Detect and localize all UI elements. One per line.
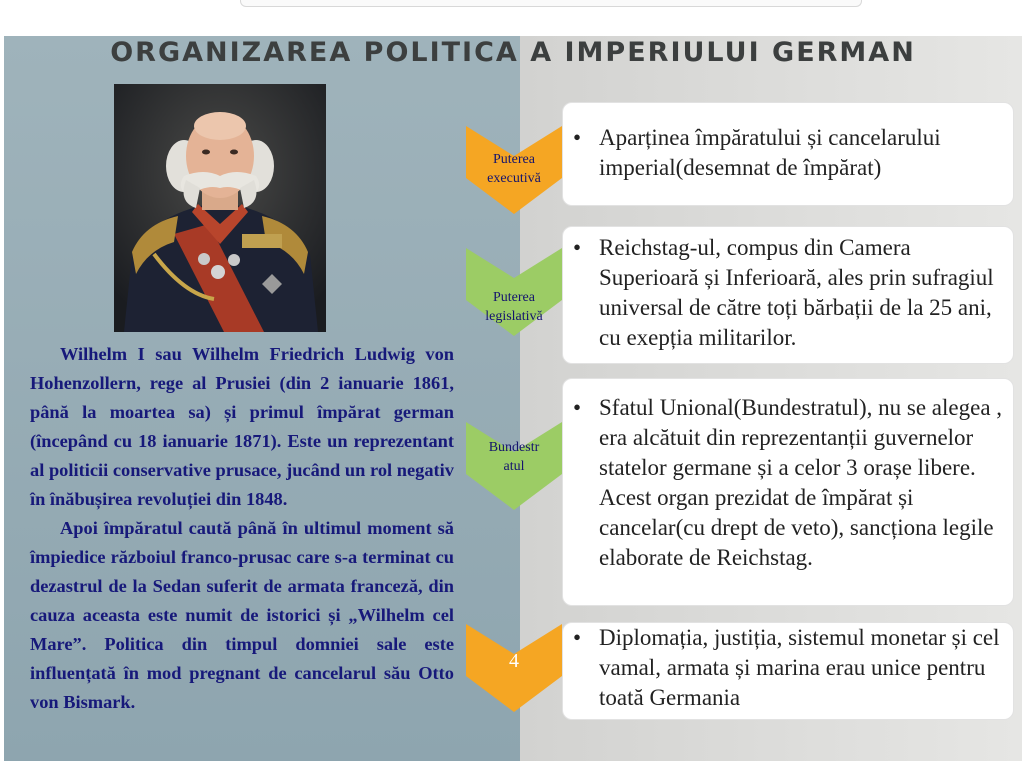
legislative-text: • Reichstag-ul, compus din Camera Superioară și Inferioară, ales prin sufragiul universal de către toți bărbații de la 25 ani, cu exepția militarilor. (599, 233, 1005, 353)
emperor-portrait-icon (114, 84, 326, 332)
biography-paragraph-1: Wilhelm I sau Wilhelm Friedrich Ludwig von Hohenzollern, rege al Prusiei (din 2 ianuarie 1861, până la moartea sa) și primul împărat german (începând cu 18 ianuarie 1871). Este un reprezentant al politicii conservative prusace, jucând un rol negativ în înăbușirea revoluției din 1848. (30, 344, 454, 509)
chevron-legislative (466, 248, 562, 336)
chevron-label (466, 150, 562, 188)
executive-text: • Aparținea împăratului și cancelarului imperial(desemnat de împărat) (599, 123, 1003, 183)
bundesrat-text: • Sfatul Unional(Bundestratul), nu se alegea , era alcătuit din reprezentanții guvernelor statelor germane și a celor 3 orașe libere. Acest organ prezidat de împărat și cancelar(cu drept de veto), sancționa legile elaborate de Reichstag. (599, 393, 1005, 573)
chevron-label-line-2: legislativă (485, 309, 543, 324)
chevron-fourth (466, 624, 562, 712)
chevron-executive (466, 126, 562, 214)
slide-title: ORGANIZAREA POLITICA A IMPERIULUI GERMAN (110, 37, 916, 68)
chevron-label-line-1: Puterea (493, 152, 535, 167)
chevron-label-line-2: atul (503, 459, 525, 474)
bundesrat-box (562, 378, 1014, 606)
fourth-text: • Diplomația, justiția, sistemul monetar și cel vamal, armata și marina erau unice pentru toată Germania (599, 623, 1005, 713)
chevron-label-line-1: 4 (509, 650, 519, 672)
window-top-bar (240, 0, 862, 7)
biography-paragraph-2: Apoi împăratul caută până în ultimul moment să împiedice războiul franco-prusac care s-a terminat cu dezastrul de la Sedan suferit de armata franceză, din cauza aceasta este numit de istorici și „Wilhelm cel Mare”. Politica din timpul domniei sale este influențată în mod pregnant de cancelarul său Otto von Bismark. (30, 518, 454, 712)
chevron-label (466, 288, 562, 326)
fourth-box (562, 622, 1014, 720)
legislative-box (562, 226, 1014, 364)
slide (4, 36, 1022, 761)
chevron-label-line-1: Bundestr (488, 440, 540, 455)
chevron-bundesrat (466, 422, 562, 510)
chevron-label-line-2: executivă (487, 171, 541, 186)
executive-box (562, 102, 1014, 206)
chevron-label-line-1: Puterea (493, 290, 535, 305)
biography-text (30, 340, 454, 717)
chevron-label (466, 438, 562, 476)
chevron-label (466, 652, 562, 671)
